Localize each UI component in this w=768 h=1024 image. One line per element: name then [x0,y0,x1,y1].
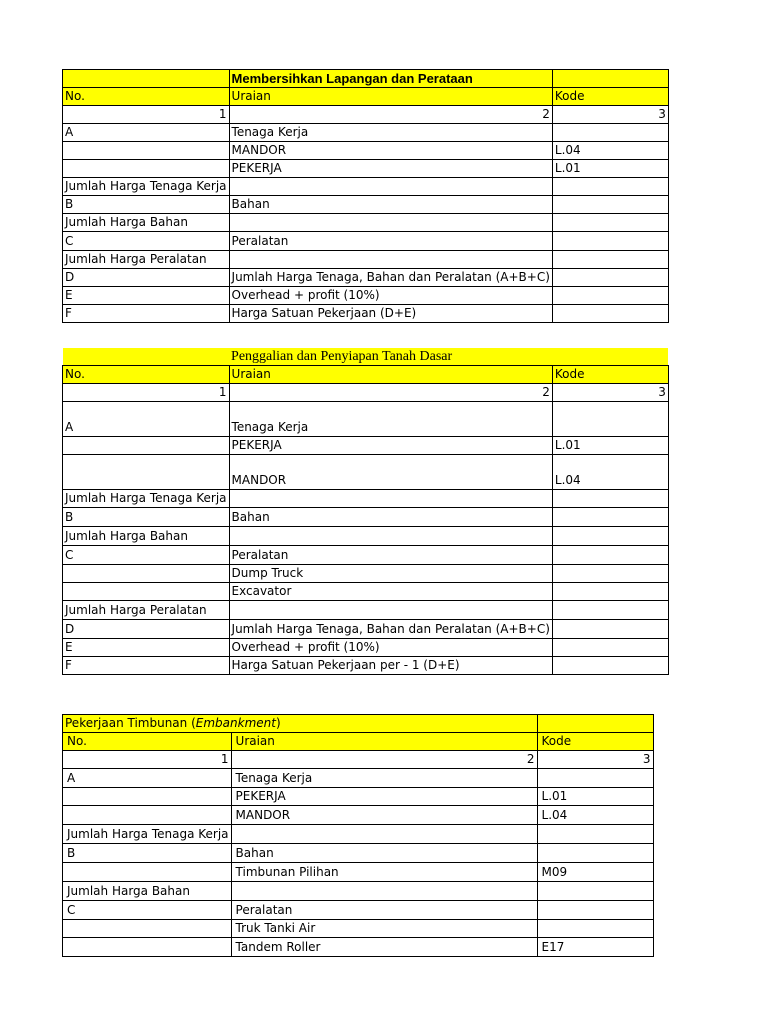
title-text: ) [275,716,281,730]
row-no[interactable]: Jumlah Harga Bahan [63,214,230,232]
row-no[interactable] [63,565,230,583]
row-uraian[interactable]: Tenaga Kerja [229,402,552,437]
row-kode[interactable] [552,583,668,601]
table-title[interactable]: Penggalian dan Penyiapan Tanah Dasar [229,348,552,366]
table-row [63,214,669,232]
table-pekerjaan-timbunan [62,714,654,957]
row-uraian[interactable]: MANDOR [229,455,552,490]
table-row [63,178,669,196]
column-number[interactable]: 3 [552,384,668,402]
row-uraian[interactable]: Bahan [229,196,552,214]
row-kode[interactable] [537,920,653,938]
row-uraian[interactable] [231,825,537,844]
row-uraian[interactable]: Bahan [231,844,537,863]
row-uraian[interactable] [229,178,552,196]
table-row [63,402,669,437]
row-kode[interactable] [537,825,653,844]
row-no[interactable]: A [63,769,232,788]
row-no[interactable]: C [63,546,230,565]
row-uraian[interactable]: Harga Satuan Pekerjaan per - 1 (D+E) [229,657,552,675]
row-uraian[interactable]: Peralatan [229,232,552,251]
row-no[interactable] [63,142,230,160]
table-title[interactable] [63,715,538,733]
table-row [63,620,669,639]
table-row [63,920,654,938]
table-row [63,546,669,565]
table-row [63,269,669,287]
row-kode[interactable]: L.04 [552,455,668,490]
row-no[interactable]: F [63,305,230,323]
column-number[interactable]: 1 [63,751,232,769]
column-number[interactable]: 3 [537,751,653,769]
column-number-row [63,751,654,769]
row-no[interactable]: Jumlah Harga Bahan [63,882,232,901]
header-kode[interactable]: Kode [552,366,668,384]
row-kode[interactable] [552,287,668,305]
table-row [63,639,669,657]
table-row [63,769,654,788]
row-no[interactable] [63,160,230,178]
column-number[interactable]: 1 [63,384,230,402]
table-row [63,583,669,601]
row-kode[interactable] [552,196,668,214]
row-uraian[interactable]: Peralatan [229,546,552,565]
header-uraian[interactable]: Uraian [229,366,552,384]
row-kode[interactable] [552,178,668,196]
row-kode[interactable] [552,508,668,527]
table-row [63,305,669,323]
row-no[interactable] [63,490,230,508]
row-kode[interactable] [552,124,668,142]
row-no[interactable] [63,437,230,455]
row-no[interactable] [63,583,230,601]
row-no[interactable] [63,455,230,490]
title-italic: Embankment [195,716,276,730]
column-number[interactable]: 1 [63,106,230,124]
table-title-row [63,715,654,733]
row-uraian[interactable]: PEKERJA [229,160,552,178]
header-no[interactable]: No. [63,88,230,106]
row-kode[interactable] [552,232,668,251]
table-membersihkan-lapangan [62,69,669,323]
column-number[interactable]: 3 [552,106,668,124]
header-kode[interactable]: Kode [552,88,668,106]
table-penggalian-tanah-dasar [62,348,669,675]
column-number[interactable]: 2 [229,106,552,124]
table-row [63,938,654,957]
subtotal-label: Jumlah Harga Tenaga Kerja [67,827,229,841]
row-kode[interactable]: M09 [537,863,653,882]
row-uraian[interactable]: PEKERJA [229,437,552,455]
row-kode[interactable] [552,402,668,437]
table-header-row [63,366,669,384]
table-title-row [63,70,669,88]
table-row [63,437,669,455]
row-uraian[interactable]: Jumlah Harga Tenaga, Bahan dan Peralatan (A+B+C) [229,620,552,639]
row-kode[interactable] [552,269,668,287]
row-kode[interactable] [552,214,668,232]
row-kode[interactable] [537,844,653,863]
row-no[interactable]: B [63,508,230,527]
row-no[interactable] [63,938,232,957]
row-no[interactable] [63,788,232,806]
row-uraian[interactable]: MANDOR [229,142,552,160]
table-row [63,508,669,527]
column-number[interactable]: 2 [231,751,537,769]
table-row [63,142,669,160]
row-no[interactable] [63,920,232,938]
row-uraian[interactable]: Bahan [229,508,552,527]
table-header-row [63,88,669,106]
row-uraian[interactable]: PEKERJA [231,788,537,806]
row-uraian[interactable] [229,251,552,269]
row-kode[interactable] [552,305,668,323]
row-no[interactable]: A [63,124,230,142]
table-row [63,232,669,251]
header-no[interactable]: No. [63,366,230,384]
row-kode[interactable]: L.01 [537,788,653,806]
table-title[interactable]: Membersihkan Lapangan dan Perataan [229,70,552,88]
row-kode[interactable]: L.04 [552,142,668,160]
row-kode[interactable]: E17 [537,938,653,957]
row-uraian[interactable]: Overhead + profit (10%) [229,287,552,305]
row-kode[interactable] [552,639,668,657]
row-no[interactable] [63,863,232,882]
row-uraian[interactable]: Overhead + profit (10%) [229,639,552,657]
table-row [63,825,654,844]
row-uraian[interactable] [231,882,537,901]
header-no[interactable]: No. [63,733,232,751]
table-row [63,788,654,806]
table-row [63,601,669,620]
row-kode[interactable]: L.01 [552,160,668,178]
table-row [63,490,669,508]
row-uraian[interactable] [229,214,552,232]
row-uraian[interactable] [229,601,552,620]
row-kode[interactable] [537,769,653,788]
column-number[interactable]: 2 [229,384,552,402]
table-row [63,901,654,920]
row-no[interactable]: A [63,402,230,437]
row-uraian[interactable]: Dump Truck [229,565,552,583]
table-row [63,565,669,583]
row-no[interactable]: B [63,196,230,214]
row-kode[interactable] [552,546,668,565]
table-row [63,844,654,863]
row-kode[interactable] [552,490,668,508]
header-kode[interactable]: Kode [537,733,653,751]
table-row [63,863,654,882]
row-kode[interactable] [552,601,668,620]
table-row [63,657,669,675]
row-uraian[interactable]: Jumlah Harga Tenaga, Bahan dan Peralatan (A+B+C) [229,269,552,287]
cell[interactable] [63,70,230,88]
row-no[interactable]: Jumlah Harga Peralatan [63,601,230,620]
row-uraian[interactable]: Tandem Roller [231,938,537,957]
table-row [63,196,669,214]
row-kode[interactable]: L.01 [552,437,668,455]
row-kode[interactable] [537,901,653,920]
table-row [63,806,654,825]
table-row [63,882,654,901]
row-no[interactable]: Jumlah Harga Bahan [63,527,230,546]
table-row [63,287,669,305]
subtotal-label: Jumlah Harga Tenaga Kerja [65,179,227,193]
column-number-row [63,384,669,402]
table-row [63,527,669,546]
row-kode[interactable] [552,620,668,639]
row-uraian[interactable]: Harga Satuan Pekerjaan (D+E) [229,305,552,323]
table-row [63,455,669,490]
row-no[interactable] [63,178,230,196]
cell[interactable] [537,715,653,733]
row-uraian[interactable]: Tenaga Kerja [229,124,552,142]
row-kode[interactable] [537,882,653,901]
title-text: Pekerjaan Timbunan ( [65,716,196,730]
table-row [63,124,669,142]
row-kode[interactable] [552,251,668,269]
cell[interactable] [552,348,668,366]
row-kode[interactable] [552,527,668,546]
row-uraian[interactable]: Peralatan [231,901,537,920]
header-uraian[interactable]: Uraian [229,88,552,106]
row-no[interactable]: Jumlah Harga Peralatan [63,251,230,269]
row-no[interactable]: C [63,232,230,251]
row-uraian[interactable]: Excavator [229,583,552,601]
table-row [63,251,669,269]
row-kode[interactable] [552,565,668,583]
table-title-row [63,348,669,366]
row-kode[interactable]: L.04 [537,806,653,825]
row-no[interactable]: B [63,844,232,863]
row-kode[interactable] [552,657,668,675]
row-no[interactable]: D [63,620,230,639]
cell[interactable] [552,70,668,88]
table-row [63,160,669,178]
row-no[interactable] [63,806,232,825]
row-no[interactable]: E [63,639,230,657]
row-uraian[interactable]: MANDOR [231,806,537,825]
row-uraian[interactable] [229,527,552,546]
row-no[interactable]: E [63,287,230,305]
cell[interactable] [63,348,230,366]
row-uraian[interactable]: Tenaga Kerja [231,769,537,788]
row-no[interactable]: D [63,269,230,287]
row-no[interactable] [63,825,232,844]
table-header-row [63,733,654,751]
subtotal-label: Jumlah Harga Tenaga Kerja [65,491,227,505]
row-uraian[interactable]: Timbunan Pilihan [231,863,537,882]
row-no[interactable]: F [63,657,230,675]
row-uraian[interactable]: Truk Tanki Air [231,920,537,938]
row-no[interactable]: C [63,901,232,920]
row-uraian[interactable] [229,490,552,508]
header-uraian[interactable]: Uraian [231,733,537,751]
column-number-row [63,106,669,124]
